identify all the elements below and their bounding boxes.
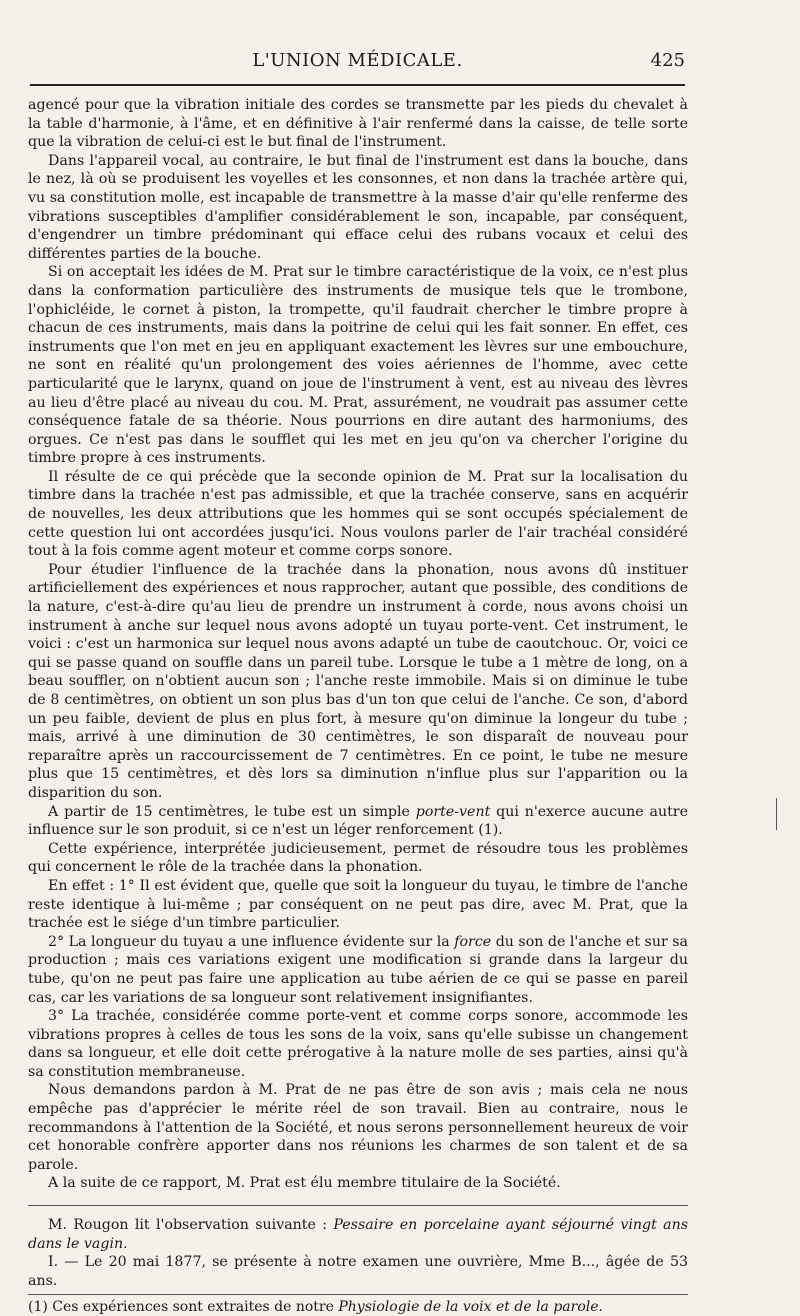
case-line: I. — Le 20 mai 1877, se présente à notre examen une ouvrière, Mme B..., âgée de 53 ans. xyxy=(28,1254,688,1289)
paragraph-8: En effet : 1° Il est évident que, quelle que soit la longueur du tuyau, le timbre de l'anche reste identique à lui-même ; par conséquent on ne peut pas dire, avec M. Prat, que la trachée est le siége d'un timbre particulier. xyxy=(28,877,688,932)
section-separator xyxy=(28,1205,688,1206)
observation-heading xyxy=(28,1216,688,1253)
footnote-marker: (1) xyxy=(28,1299,48,1316)
paragraph-6 xyxy=(28,803,688,840)
observation-author: M. Rougon xyxy=(48,1217,129,1234)
running-header xyxy=(30,50,685,82)
paragraph-11: Nous demandons pardon à M. Prat de ne pas être de son avis ; mais cela ne nous empêche pas d'apprécier le mérite réel de son travail. Bien au contraire, nous le recommandons à l'attention de la Société, et nous serons personnellement heureux de voir cet honorable confrère apporter dans nos réunions les charmes de son talent et de sa parole. xyxy=(28,1082,688,1173)
paragraph-3: Si on acceptait les idées de M. Prat sur le timbre caractéristique de la voix, ce n'est plus dans la conformation particulière des instruments de musique tels que le trombone, l'ophicléide, le cornet à piston, la trompette, qu'il faudrait chercher le timbre propre à chacun de ces instruments, mais dans la poitrine de celui qui les fait sonner. En effet, ces instruments que l'on met en jeu en appliquant exactement les lèvres sur une embouchure, ne sont en réalité qu'un prolongement des voies aériennes de l'homme, avec cette particularité que le larynx, quand on joue de l'instrument à vent, est au niveau des lèvres au lieu d'être placé au niveau du cou. M. Prat, assurément, ne voudrait pas assumer cette conséquence fatale de sa théorie. Nous pourrions en dire autant des harmoniums, des orgues. Ce n'est pas dans le soufflet qui les met en jeu qu'on va chercher l'origine du timbre propre à ces instruments. xyxy=(28,264,688,467)
paragraph-10: 3° La trachée, considérée comme porte-vent et comme corps sonore, accommode les vibrations propres à celles de tous les sons de la voix, sans qu'elle subisse un changement dans sa longueur, et elle doit cette prérogative à la nature molle de ses parties, ainsi qu'à sa constitution membraneuse. xyxy=(28,1008,688,1080)
footnote-rule xyxy=(28,1294,688,1295)
header-rule xyxy=(30,84,685,86)
footnote xyxy=(28,1298,688,1316)
italic-term: porte-vent xyxy=(415,803,491,820)
paragraph-6-text: A partir de 15 centimètres, le tube est un simple porte-vent qui n'exerce aucune autre influence sur le son produit, si ce n'est un léger renforcement (1). xyxy=(28,803,688,839)
paragraph-1: agencé pour que la vibration initiale des cordes se transmette par les pieds du chevalet à la table d'harmonie, à l'âme, et en définitive à l'air renfermé dans la caisse, de telle sorte que la vibration de celui-ci est le but final de l'instrument. xyxy=(28,97,688,151)
paragraph-7: Cette expérience, interprétée judicieusement, permet de résoudre tous les problèmes qui concernent le rôle de la trachée dans la phonation. xyxy=(28,840,688,876)
footnote-work-title: Physiologie de la voix et de la parole. xyxy=(338,1299,603,1316)
paragraph-4: Il résulte de ce qui précède que la seconde opinion de M. Prat sur la localisation du timbre dans la trachée n'est pas admissible, et que la trachée conserve, sans en acquérir de nouvelles, les deux attributions que les hommes qui se sont occupés spécialement de cette question lui ont accordées jusqu'ici. Nous voulons parler de l'air trachéal considéré tout à la fois comme agent moteur et comme corps sonore. xyxy=(28,468,688,560)
paragraph-2: Dans l'appareil vocal, au contraire, le but final de l'instrument est dans la bouche, dans le nez, là où se produisent les voyelles et les consonnes, et non dans la trachée artère qui, vu sa constitution molle, est incapable de transmettre à la masse d'air qu'elle renferme des vibrations susceptibles d'amplifier considérablement le son, incapable, par conséquent, d'engendrer un timbre prédominant qui efface celui des rubans vocaux et celui des différentes parties de la bouche. xyxy=(28,152,688,262)
italic-term: force xyxy=(454,933,492,950)
margin-mark xyxy=(776,798,777,830)
footnote-text: Ces expériences sont extraites de notre xyxy=(47,1299,339,1316)
article-body xyxy=(28,96,688,1316)
page-number: 425 xyxy=(650,50,685,71)
observation-intro: lit l'observation suivante : xyxy=(128,1217,334,1234)
paragraph-12: A la suite de ce rapport, M. Prat est élu membre titulaire de la Société. xyxy=(48,1175,561,1192)
observation-title: Pessaire en porcelaine ayant séjourné vingt ans dans le vagin. xyxy=(28,1217,689,1252)
journal-title: L'UNION MÉDICALE. xyxy=(252,50,463,71)
paragraph-5: Pour étudier l'influence de la trachée dans la phonation, nous avons dû instituer artificiellement des expériences et nous rapprocher, autant que possible, des conditions de la nature, c'est-à-dire qu'au lieu de prendre un instrument à corde, nous avons choisi un instrument à anche sur lequel nous avons adopté un tuyau porte-vent. Cet instrument, le voici : c'est un harmonica sur lequel nous avons adapté un tube de caoutchouc. Or, voici ce qui se passe quand on souffle dans un pareil tube. Lorsque le tube a 1 mètre de long, on a beau souffler, on n'obtient aucun son ; l'anche reste immobile. Mais si on diminue le tube de 8 centimètres, on obtient un son plus bas d'un ton que celui de l'anche. Ce son, d'abord un peu faible, devient de plus en plus fort, à mesure qu'on diminue la longeur du tube ; mais, arrivé à une diminution de 30 centimètres, le son disparaît de nouveau pour reparaître après un raccourcissement de 7 centimètres. En ce point, le tube ne mesure plus que 15 centimètres, et dès lors sa diminution n'influe plus sur l'apparition ou la disparition du son. xyxy=(28,561,688,801)
paragraph-9: 2° La longueur du tuyau a une influence évidente sur la force du son de l'anche et sur sa production ; mais ces variations exigent une modification si grande dans la largeur du tube, qu'on ne peut pas faire une application au tube aérien de ce qui se passe en pareil cas, car les variations de sa longueur sont relativement insignifiantes. xyxy=(28,933,688,1006)
